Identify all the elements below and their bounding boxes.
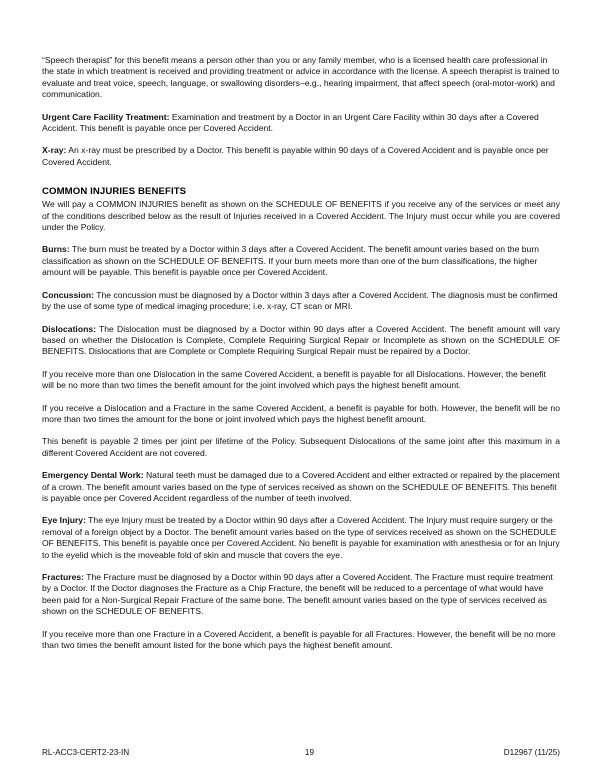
lead-xray: X-ray: bbox=[42, 145, 67, 156]
paragraph-xray bbox=[42, 145, 560, 168]
lead-urgent-care-facility-treatment: Urgent Care Facility Treatment: bbox=[42, 111, 170, 122]
text-xray: An x-ray must be prescribed by a Doctor. This benefit is payable within 90 days of a Covered Accident and is payable once per Covered Accident. bbox=[42, 145, 549, 167]
lead-burns: Burns: bbox=[42, 244, 70, 255]
lead-dislocations: Dislocations: bbox=[42, 323, 96, 334]
text-concussion: The concussion must be diagnosed by a Doctor within 3 days after a Covered Accident. The diagnosis must be confirmed by the use of some type of medical imaging procedure; i.e. x-ray, CT scan or MRI. bbox=[42, 289, 558, 312]
lead-fractures: Fractures: bbox=[42, 572, 85, 582]
page-footer bbox=[42, 747, 560, 758]
footer-page-number: 19 bbox=[304, 748, 314, 757]
paragraph-dislocation-multiple: If you receive more than one Dislocation in the same Covered Accident, a benefit is payable for all Dislocations. However, the benefit will be no more than two times the benefit amount for the joint involved which pays the highest benefit amount. bbox=[42, 368, 546, 391]
document-body bbox=[42, 55, 560, 651]
text-eye-injury: The eye Injury must be treated by a Doctor within 90 days after a Covered Accident. The Injury must require surgery or the removal of a foreign object by a Doctor. The benefit amount varies based on the type of services received as shown on the SCHEDULE OF BENEFITS. This benefit is payable once per Covered Accident. No benefit is payable for examination with anesthesia or for an Injury to the eyelid which is the moveable fold of skin and muscle that covers the eye. bbox=[42, 515, 560, 560]
lead-eye-injury: Eye Injury: bbox=[42, 515, 86, 526]
footer-form-number: RL-ACC3-CERT2-23-IN bbox=[42, 748, 130, 757]
footer-document-code: D12967 (11/25) bbox=[503, 748, 560, 757]
paragraph-speech-therapist: “Speech therapist” for this benefit means a person other than you or any family member, who is a licensed health care professional in the state in which treatment is received and providing treatment or advice in accordance with the license. A speech therapist is trained to evaluate and treat voice, speech, language, or swallowing disorders–e.g., hearing impairment, that affect speech (oral-motor-work) and communication. bbox=[42, 55, 560, 100]
paragraph-concussion bbox=[42, 290, 560, 313]
lead-emergency-dental-work: Emergency Dental Work: bbox=[42, 470, 144, 481]
paragraph-dislocation-and-fracture: If you receive a Dislocation and a Fracture in the same Covered Accident, a benefit is payable for both. However, the benefit will be no more than two times the amount for the bone or joint involved which pays the highest benefit amount. bbox=[42, 402, 560, 424]
paragraph-eye-injury bbox=[42, 515, 560, 561]
lead-concussion: Concussion: bbox=[42, 289, 95, 300]
paragraph-fracture-multiple: If you receive more than one Fracture in a Covered Accident, a benefit is payable for all Fractures. However, the benefit will be no more than two times the benefit amount listed for the bone which pays the highest benefit amount. bbox=[42, 628, 556, 651]
paragraph-dislocation-lifetime-maximum: This benefit is payable 2 times per joint per lifetime of the Policy. Subsequent Dislocations of the same joint after this maximum in a different Covered Accident are not covered. bbox=[42, 436, 560, 458]
section-spacer bbox=[42, 179, 560, 186]
text-emergency-dental-work: Natural teeth must be damaged due to a Covered Accident and either extracted or repaired by the placement of a crown. The benefit amount varies based on the type of services received as shown on the SCHEDULE OF BENEFITS. This benefit is payable once per Covered Accident regardless of the number of teeth involved. bbox=[42, 470, 560, 503]
paragraph-burns bbox=[42, 244, 560, 278]
text-fractures: The Fracture must be diagnosed by a Doctor within 90 days after a Covered Accident. The Fracture must require treatment by a Doctor. If the Doctor diagnoses the Fracture as a Chip Fracture, the benefit will be reduced to a percentage of what would have been paid for a Non-Surgical Repair Fracture of the same bone. The benefit amount varies based on the type of services received as shown on the SCHEDULE OF BENEFITS. bbox=[42, 572, 553, 617]
text-burns: The burn must be treated by a Doctor within 3 days after a Covered Accident. The benefit amount varies based on the burn classification as shown on the SCHEDULE OF BENEFITS. If your burn meets more than one of the burn classifications, the higher amount will be payable. This benefit is payable once per Covered Accident. bbox=[42, 244, 539, 278]
text-urgent-care-facility-treatment: Examination and treatment by a Doctor in an Urgent Care Facility within 30 days after a Covered Accident. This benefit is payable once per Covered Accident. bbox=[42, 111, 539, 134]
paragraph-urgent-care-facility-treatment bbox=[42, 112, 560, 135]
paragraph-common-injuries-intro: We will pay a COMMON INJURIES benefit as shown on the SCHEDULE OF BENEFITS if you receive any of the services or meet any of the conditions described below as the result of Injuries received in a Covered Accident. The Injury must occur while you are covered under the Policy. bbox=[42, 199, 560, 233]
section-title-common-injuries-benefits: COMMON INJURIES BENEFITS bbox=[42, 186, 187, 198]
paragraph-emergency-dental-work bbox=[42, 470, 560, 504]
paragraph-dislocations bbox=[42, 324, 560, 358]
text-dislocations: The Dislocation must be diagnosed by a Doctor within 90 days after a Covered Accident. The benefit amount will vary based on whether the Dislocation is Complete, Complete Requiring Surgical Repair or Incomplete as shown on the SCHEDULE OF BENEFITS. Dislocations that are Complete or Complete Requiring Surgical Repair must be repaired by a Doctor. bbox=[42, 323, 560, 357]
paragraph-fractures bbox=[42, 572, 560, 618]
